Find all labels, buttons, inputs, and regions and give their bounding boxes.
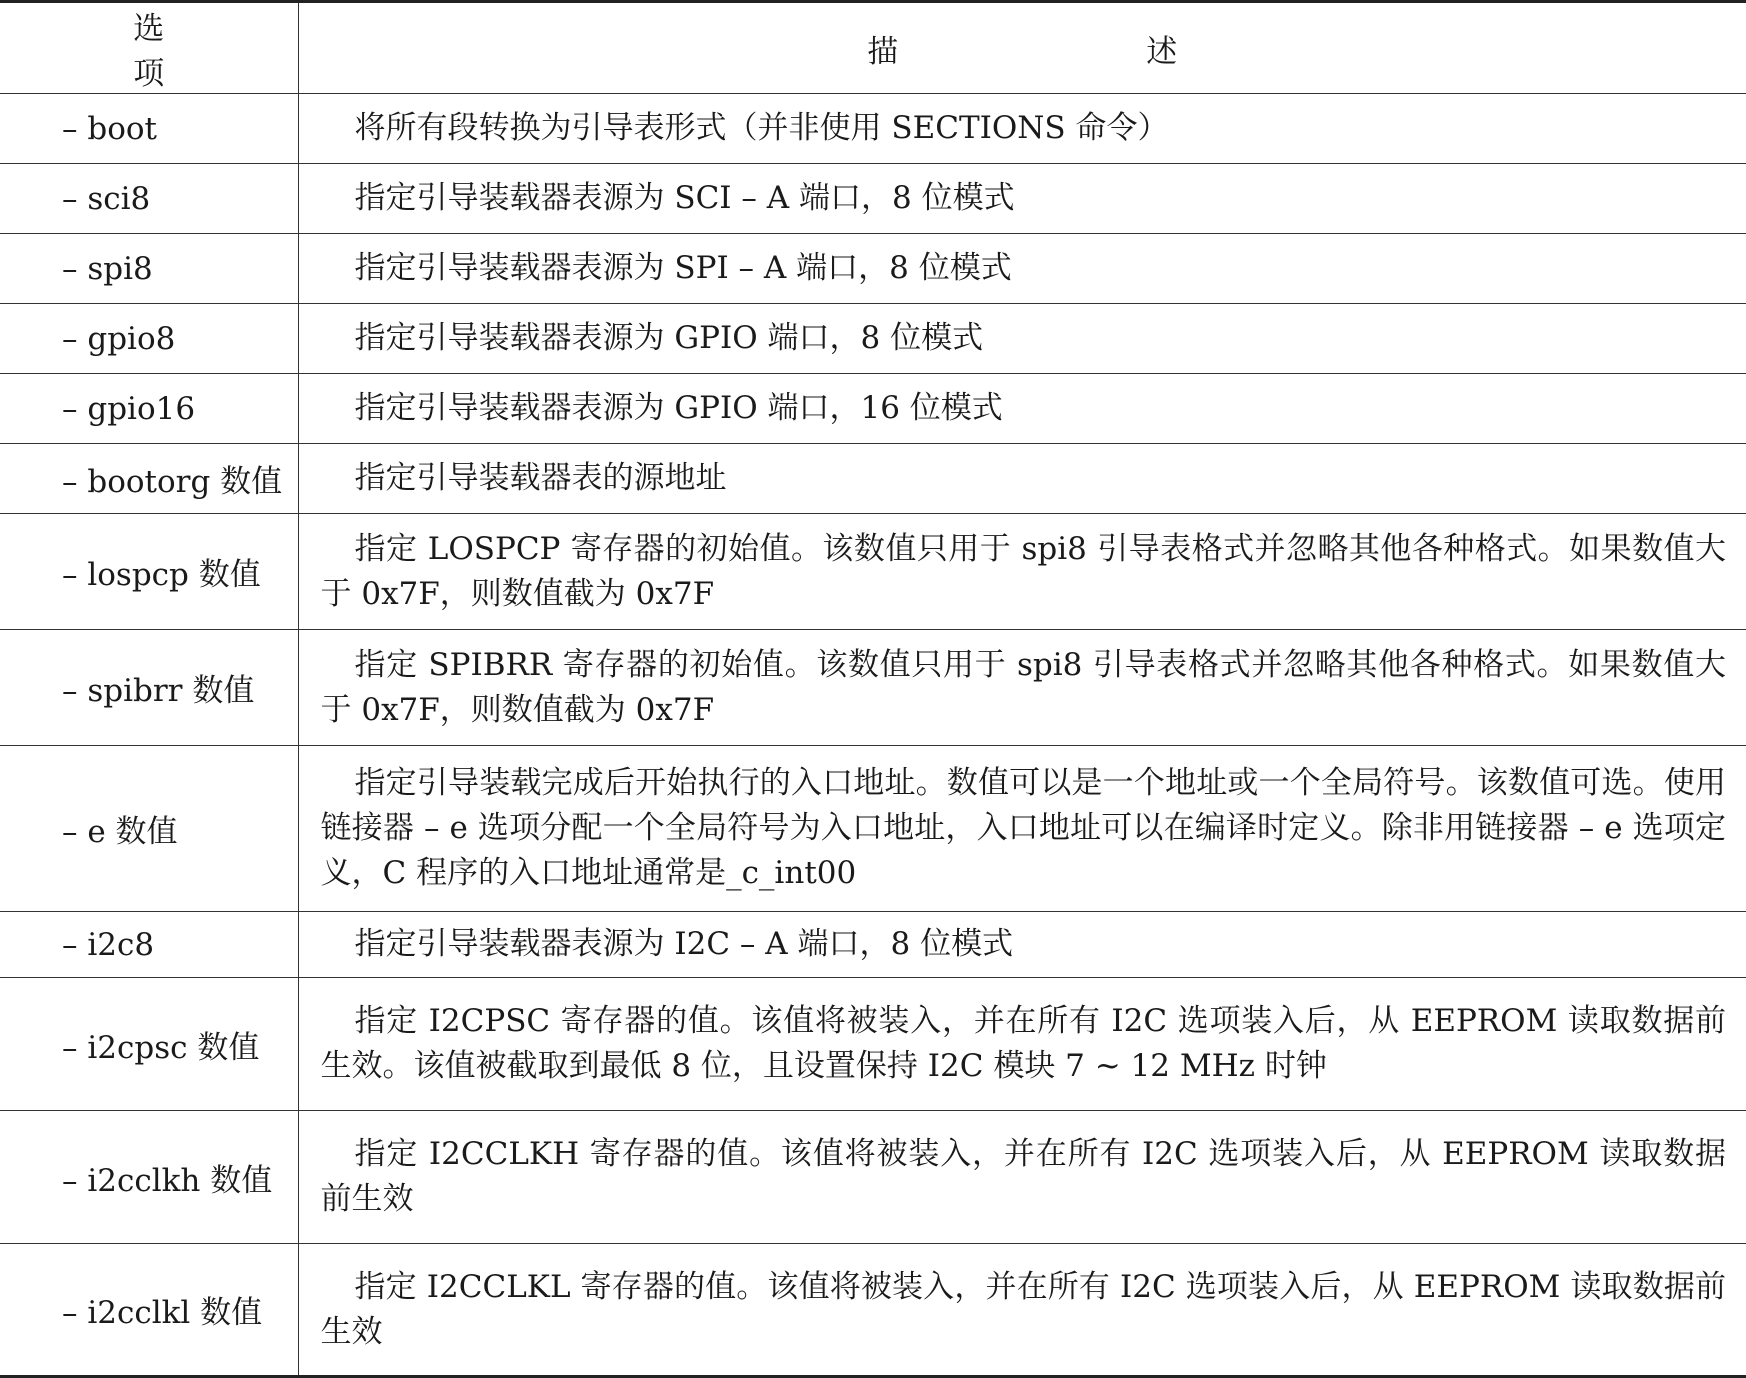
description-cell: 指定 I2CCLKH 寄存器的值。该值将被装入，并在所有 I2C 选项装入后，从 EEPROM 读取数据前生效	[298, 1111, 1746, 1244]
table-row	[0, 304, 1746, 374]
option-cell: – bootorg 数值	[0, 444, 298, 514]
description-cell: 指定引导装载器表源为 GPIO 端口，16 位模式	[298, 374, 1746, 444]
option-cell: – sci8	[0, 164, 298, 234]
option-cell: – spibrr 数值	[0, 630, 298, 746]
table-row	[0, 630, 1746, 746]
table-row	[0, 374, 1746, 444]
option-cell: – spi8	[0, 234, 298, 304]
description-cell: 指定引导装载器表源为 SPI – A 端口，8 位模式	[298, 234, 1746, 304]
table-row	[0, 1244, 1746, 1377]
description-cell: 指定 SPIBRR 寄存器的初始值。该数值只用于 spi8 引导表格式并忽略其他各种格式。如果数值大于 0x7F，则数值截为 0x7F	[298, 630, 1746, 746]
table-row	[0, 746, 1746, 912]
description-cell: 指定引导装载器表源为 GPIO 端口，8 位模式	[298, 304, 1746, 374]
option-cell: – gpio16	[0, 374, 298, 444]
header-option: 选 项	[0, 2, 298, 94]
description-cell: 将所有段转换为引导表形式（并非使用 SECTIONS 命令）	[298, 94, 1746, 164]
option-cell: – i2c8	[0, 912, 298, 978]
option-cell: – i2cpsc 数值	[0, 978, 298, 1111]
description-cell: 指定引导装载完成后开始执行的入口地址。数值可以是一个地址或一个全局符号。该数值可选。使用链接器 – e 选项分配一个全局符号为入口地址，入口地址可以在编译时定义。除非用链接器 – e 选项定义，C 程序的入口地址通常是_c_int00	[298, 746, 1746, 912]
table-row	[0, 1111, 1746, 1244]
option-cell: – gpio8	[0, 304, 298, 374]
description-cell: 指定引导装载器表的源地址	[298, 444, 1746, 514]
table-header-row	[0, 2, 1746, 94]
option-cell: – i2cclkl 数值	[0, 1244, 298, 1377]
table-row	[0, 164, 1746, 234]
header-description: 描 述	[298, 2, 1746, 94]
table-row	[0, 94, 1746, 164]
description-cell: 指定引导装载器表源为 I2C – A 端口，8 位模式	[298, 912, 1746, 978]
option-cell: – e 数值	[0, 746, 298, 912]
option-cell: – i2cclkh 数值	[0, 1111, 298, 1244]
table-row	[0, 514, 1746, 630]
option-cell: – boot	[0, 94, 298, 164]
table-row	[0, 912, 1746, 978]
table-row	[0, 978, 1746, 1111]
option-cell: – lospcp 数值	[0, 514, 298, 630]
description-cell: 指定 I2CCLKL 寄存器的值。该值将被装入，并在所有 I2C 选项装入后，从 EEPROM 读取数据前生效	[298, 1244, 1746, 1377]
description-cell: 指定引导装载器表源为 SCI – A 端口，8 位模式	[298, 164, 1746, 234]
description-cell: 指定 I2CPSC 寄存器的值。该值将被装入，并在所有 I2C 选项装入后，从 EEPROM 读取数据前生效。该值被截取到最低 8 位，且设置保持 I2C 模块 7 ~ 12 MHz 时钟	[298, 978, 1746, 1111]
description-cell: 指定 LOSPCP 寄存器的初始值。该数值只用于 spi8 引导表格式并忽略其他各种格式。如果数值大于 0x7F，则数值截为 0x7F	[298, 514, 1746, 630]
table-row	[0, 234, 1746, 304]
table-row	[0, 444, 1746, 514]
